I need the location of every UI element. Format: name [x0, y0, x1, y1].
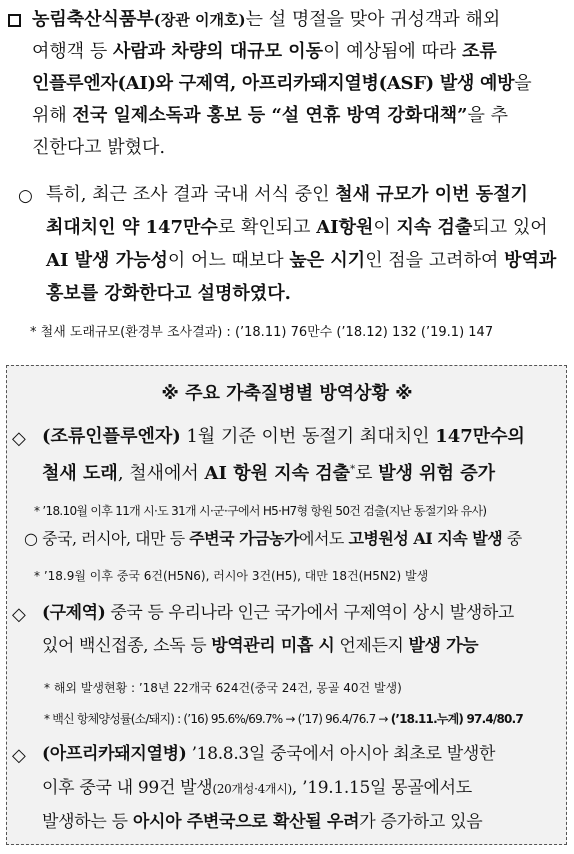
ai-sub-line [24, 530, 522, 548]
asf-text-1b: ’18.8.3일 중국에서 아시아 최초로 발생한 [186, 744, 496, 764]
asf-heading: (아프리카돼지열병) [42, 744, 187, 764]
asf-line-3 [42, 813, 482, 831]
ai-text-1c: 147만수의 [435, 426, 525, 447]
circle-bullet-icon: ○ [18, 186, 33, 206]
ai-sub-a: ○ 중국, 러시아, 대만 등 [24, 529, 190, 548]
intro-line-5: 진한다고 밝혔다. [32, 137, 166, 158]
asf-line-2 [42, 779, 472, 798]
ai-sub-b: 주변국 가금농가 [189, 529, 299, 548]
diamond-bullet-icon: ◇ [12, 745, 26, 766]
ai-text-2c: AI 항원 지속 검출 [204, 463, 351, 484]
ai-text-2a: 철새 도래 [42, 463, 118, 484]
ai-text-2d: 로 [355, 463, 379, 484]
intro-text-2d: 조류 [461, 41, 497, 62]
point-line-1 [46, 186, 528, 204]
intro-text-2b: 사람과 차량의 대규모 이동 [113, 41, 324, 62]
intro-text-2c: 이 예상됨에 따라 [323, 41, 462, 62]
point-text-1a: 특히, 최근 조사 결과 국내 서식 중인 [46, 184, 336, 205]
diamond-bullet-icon: ◇ [12, 428, 26, 449]
fmd-line-2 [42, 637, 478, 655]
ai-line-2 [42, 461, 495, 483]
fmd-footnote-2 [44, 710, 523, 728]
ai-sub-c: 에서도 [298, 529, 349, 548]
intro-text-4a: 위해 [32, 105, 73, 126]
point-text-1b: 철새 규모가 이번 동절기 [335, 184, 528, 205]
intro-text-4c: 을 추 [467, 105, 508, 126]
asf-text-2b: (20개성·4개시) [212, 782, 292, 796]
intro-line-1 [32, 11, 500, 29]
fmd-line-1 [42, 604, 514, 622]
fmd-footnote-2a: * 백신 항체양성률(소/돼지) : (’16) 95.6%/69.7% → (’17) 96.4/76.7 → [44, 712, 391, 726]
point-footnote: * 철새 도래규모(환경부 조사결과) : (’18.11) 76만수 (’18.12) 132 (’19.1) 147 [30, 325, 494, 340]
intro-text-4b: 전국 일제소독과 홍보 등 “설 연휴 방역 강화대책” [72, 105, 468, 126]
asf-text-3a: 발생하는 등 [42, 812, 133, 832]
fmd-footnote-2b: (’18.11.누계) 97.4/80.7 [390, 712, 523, 726]
intro-line-4 [32, 107, 508, 125]
asf-text-2c: , ’19.1.15일 몽골에서도 [291, 778, 472, 798]
intro-text-3a: 인플루엔자(AI)와 구제역, 아프리카돼지열병(ASF) 발생 예방 [32, 73, 515, 94]
intro-text-2a: 여행객 등 [32, 41, 113, 62]
point-text-3b: 이 어느 때보다 [167, 250, 290, 271]
checkbox-square-icon [8, 14, 21, 27]
minister-name: (장관 이개호) [153, 11, 246, 29]
point-text-2e: 지속 검출 [396, 217, 473, 238]
point-text-2c: AI항원 [316, 217, 374, 238]
ai-heading: (조류인플루엔자) [42, 426, 181, 447]
ai-sub-d: 고병원성 AI 지속 발생 [348, 529, 503, 548]
ai-text-2b: , 철새에서 [117, 463, 205, 484]
fmd-text-1b: 중국 등 우리나라 인근 국가에서 구제역이 상시 발생하고 [105, 603, 514, 623]
intro-text-3b: 을 [514, 73, 532, 94]
fmd-heading: (구제역) [42, 603, 106, 623]
intro-line-2 [32, 43, 497, 61]
asf-text-2a: 이후 중국 내 99건 발생 [42, 778, 213, 798]
asf-text-3b: 아시아 주변국으로 확산될 우려 [132, 812, 360, 832]
ai-line-1 [42, 428, 525, 446]
ai-footnote-1: * ’18.10월 이후 11개 시·도 31개 시·군·구에서 H5·H7형 항원 50건 검출(지난 동절기와 유사) [34, 504, 487, 518]
point-text-2d: 이 [373, 217, 397, 238]
intro-line-3 [32, 75, 532, 93]
ai-text-2e: 발생 위험 증가 [378, 463, 496, 484]
point-text-2f: 되고 있어 [472, 217, 548, 238]
diamond-bullet-icon: ◇ [12, 604, 26, 625]
fmd-text-2b: 방역관리 미흡 시 [211, 636, 335, 656]
point-text-3d: 인 점을 고려하여 [365, 250, 505, 271]
point-line-2 [46, 219, 548, 237]
box-title: ※ 주요 가축질병별 방역상황 ※ [161, 383, 413, 404]
fmd-text-2a: 있어 백신접종, 소독 등 [42, 636, 212, 656]
intro-text-1: 는 설 명절을 맞아 귀성객과 해외 [245, 9, 501, 30]
point-text-2a: 최대치인 약 147만수 [46, 217, 218, 238]
point-line-3 [46, 252, 556, 270]
asf-line-1 [42, 745, 495, 763]
ai-sub-e: 중 [502, 529, 522, 548]
point-line-4: 홍보를 강화한다고 설명하였다. [46, 283, 291, 304]
ministry-name: 농림축산식품부 [32, 9, 154, 30]
point-text-3c: 높은 시기 [289, 250, 366, 271]
point-text-2b: 로 확인되고 [217, 217, 317, 238]
fmd-footnote-1: * 해외 발생현황 : ’18년 22개국 624건(중국 24건, 몽골 40건 발생) [44, 681, 402, 695]
ai-footnote-marker: * [350, 464, 356, 475]
point-text-3e: 방역과 [504, 250, 557, 271]
point-text-3a: AI 발생 가능성 [46, 250, 168, 271]
ai-footnote-2: * ’18.9월 이후 중국 6건(H5N6), 러시아 3건(H5), 대만 18건(H5N2) 발생 [34, 569, 429, 583]
fmd-text-2d: 발생 가능 [408, 636, 479, 656]
ai-text-1b: 1월 기준 이번 동절기 최대치인 [180, 426, 436, 447]
asf-text-3c: 가 증가하고 있음 [359, 812, 483, 832]
fmd-text-2c: 언제든지 [334, 636, 409, 656]
